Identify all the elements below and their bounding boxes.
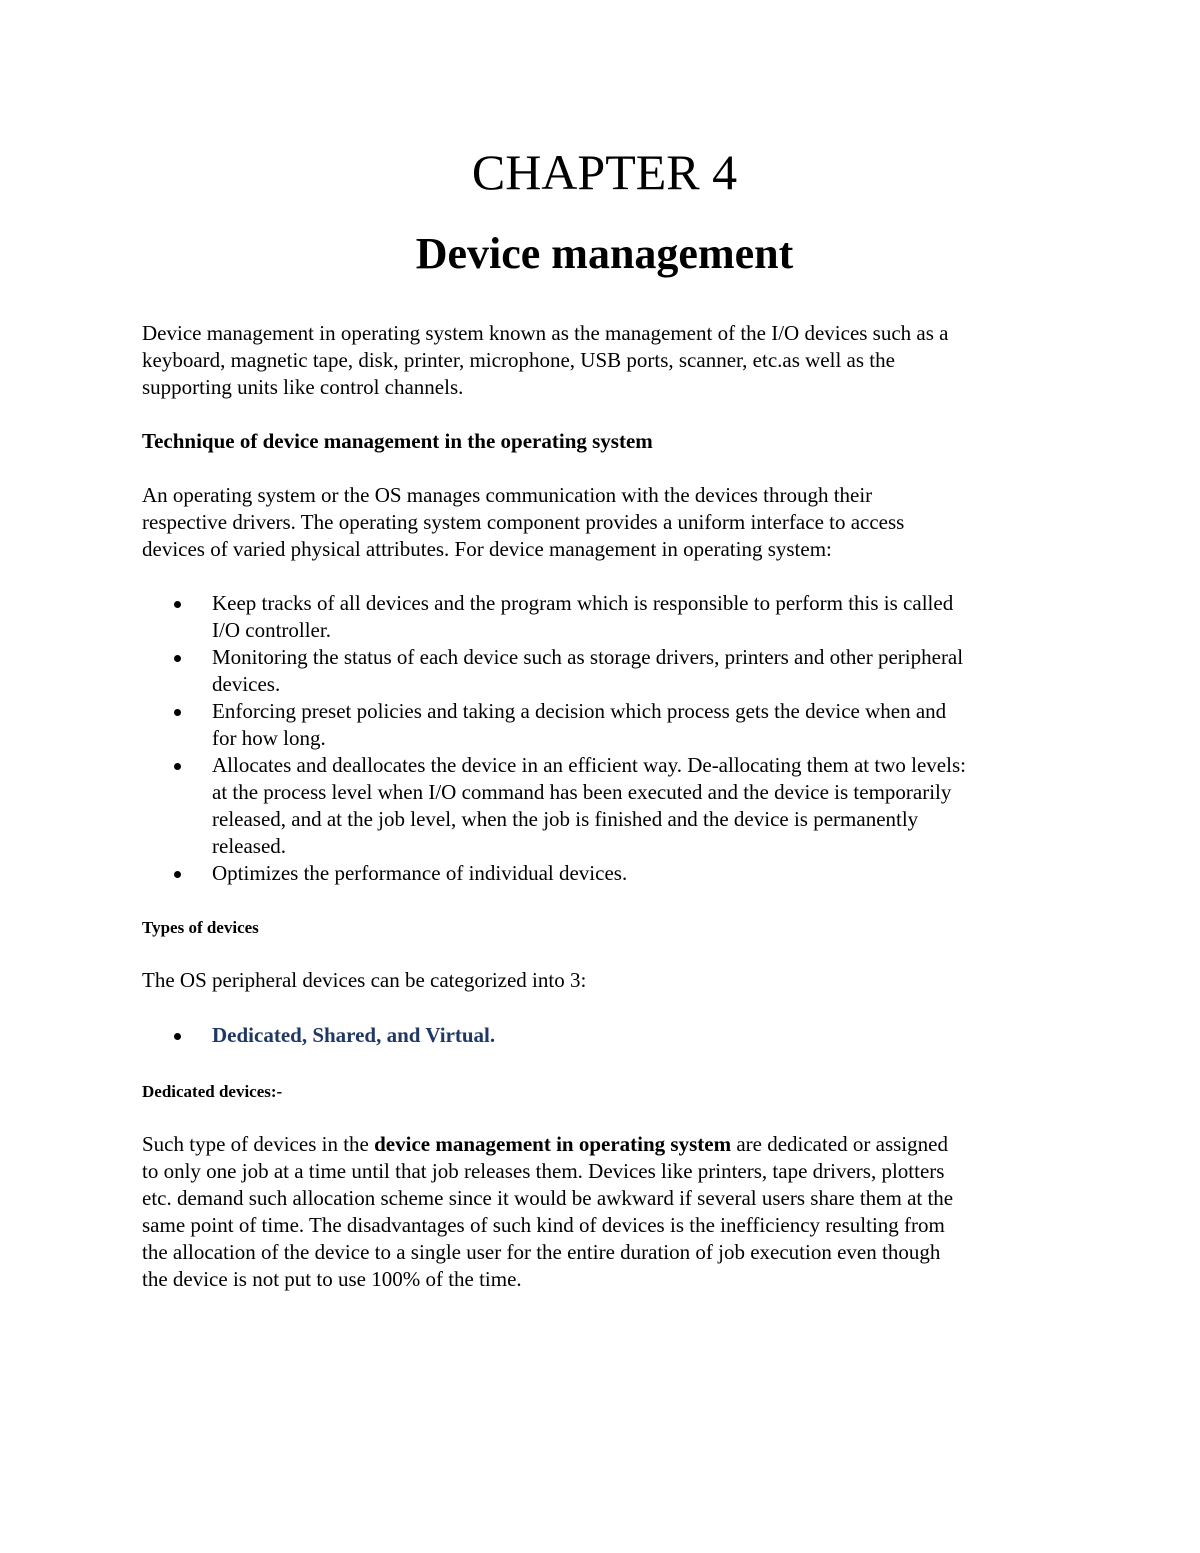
list-item-line: Allocates and deallocates the device in an efficient way. De-allocating them at two levels: xyxy=(212,753,966,777)
intro-line: keyboard, magnetic tape, disk, printer, microphone, USB ports, scanner, etc.as well as the xyxy=(142,348,895,372)
intro-line: Device management in operating system known as the management of the I/O devices such as a xyxy=(142,321,949,345)
intro-paragraph xyxy=(142,320,1067,401)
list-item xyxy=(142,590,1067,644)
dedicated-line-prefix: Such type of devices in the xyxy=(142,1132,375,1156)
list-item-line: devices. xyxy=(212,672,281,696)
dedicated-line: the device is not put to use 100% of the time. xyxy=(142,1267,522,1291)
list-item-line: Optimizes the performance of individual devices. xyxy=(212,861,628,885)
page-title: Device management xyxy=(415,229,794,278)
bullet-icon xyxy=(174,1033,181,1040)
intro-line: supporting units like control channels. xyxy=(142,375,464,399)
list-item-line: I/O controller. xyxy=(212,618,331,642)
dedicated-line: same point of time. The disadvantages of such kind of devices is the inefficiency resulting from xyxy=(142,1213,945,1237)
dedicated-line: to only one job at a time until that job releases them. Devices like printers, tape drivers, plotters xyxy=(142,1159,945,1183)
list-item xyxy=(142,644,1067,698)
list-item-line: released, and at the job level, when the job is finished and the device is permanently xyxy=(212,807,919,831)
technique-heading: Technique of device management in the operating system xyxy=(142,429,653,453)
list-item-line: Monitoring the status of each device such as storage drivers, printers and other peripheral xyxy=(212,645,964,669)
technique-paragraph xyxy=(142,482,1067,563)
responsibilities-list xyxy=(142,590,1067,887)
bullet-icon xyxy=(174,871,181,878)
technique-line: An operating system or the OS manages communication with the devices through their xyxy=(142,483,873,507)
dedicated-line: the allocation of the device to a single user for the entire duration of job execution even though xyxy=(142,1240,941,1264)
list-item-line: for how long. xyxy=(212,726,326,750)
list-item-line: Enforcing preset policies and taking a decision which process gets the device when and xyxy=(212,699,947,723)
list-item xyxy=(142,860,1067,887)
technique-line: devices of varied physical attributes. For device management in operating system: xyxy=(142,537,832,561)
dedicated-line-bold: device management in operating system xyxy=(374,1132,732,1156)
categories-list xyxy=(142,1022,1067,1049)
dedicated-line xyxy=(142,1131,1067,1158)
bullet-icon xyxy=(174,601,181,608)
list-item-line: Keep tracks of all devices and the program which is responsible to perform this is called xyxy=(212,591,954,615)
dedicated-heading: Dedicated devices:- xyxy=(142,1082,283,1101)
list-item-line: released. xyxy=(212,834,287,858)
list-item xyxy=(142,1022,1067,1049)
categorize-paragraph: The OS peripheral devices can be categorized into 3: xyxy=(142,968,587,992)
technique-line: respective drivers. The operating system component provides a uniform interface to access xyxy=(142,510,905,534)
list-item xyxy=(142,752,1067,860)
dedicated-line-suffix: are dedicated or assigned xyxy=(731,1132,948,1156)
document-page xyxy=(142,140,1067,1293)
dedicated-line: etc. demand such allocation scheme since it would be awkward if several users share them at the xyxy=(142,1186,954,1210)
dedicated-paragraph xyxy=(142,1131,1067,1293)
bullet-icon xyxy=(174,709,181,716)
list-item-line: at the process level when I/O command has been executed and the device is temporarily xyxy=(212,780,952,804)
bullet-icon xyxy=(174,655,181,662)
categories-text: Dedicated, Shared, and Virtual. xyxy=(212,1023,496,1047)
chapter-heading: CHAPTER 4 xyxy=(471,144,738,200)
list-item xyxy=(142,698,1067,752)
types-heading: Types of devices xyxy=(142,918,259,937)
bullet-icon xyxy=(174,763,181,770)
